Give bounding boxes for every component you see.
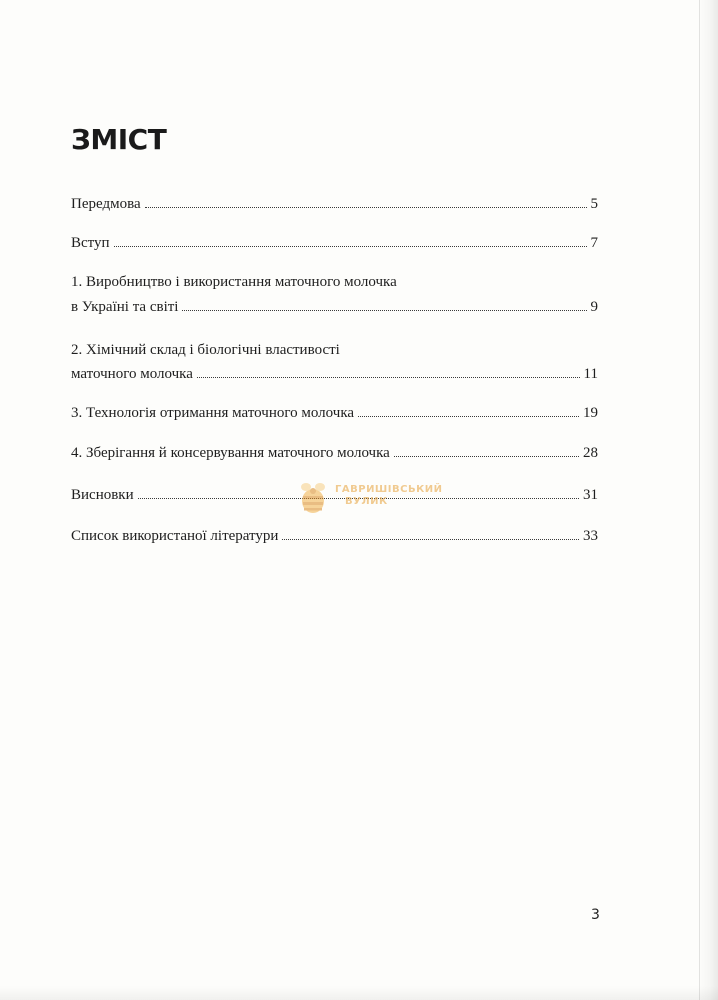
toc-entry-page: 33 — [583, 528, 598, 544]
toc-entry-chapter3[interactable] — [71, 403, 598, 423]
toc-entry-text: 4. Зберігання й консервування маточного молочка — [71, 445, 390, 461]
toc-leader-dots — [182, 310, 586, 311]
toc-entry-preface[interactable] — [71, 194, 598, 214]
toc-leader-dots — [394, 456, 579, 457]
toc-entry-introduction[interactable] — [71, 233, 598, 253]
page-edge-shadow — [698, 0, 718, 1000]
toc-entry-chapter1[interactable] — [71, 297, 598, 317]
toc-entry-chapter2-line1[interactable]: 2. Хімічний склад і біологічні властивості — [71, 342, 340, 358]
bee-icon — [295, 480, 331, 516]
toc-entry-text: Висновки — [71, 487, 134, 503]
watermark-logo — [295, 478, 443, 518]
toc-entry-page: 19 — [583, 405, 598, 421]
toc-entry-page: 5 — [590, 196, 598, 212]
toc-leader-dots — [114, 246, 587, 247]
page-bottom-shadow — [0, 986, 718, 1000]
toc-entry-text: Вступ — [71, 235, 110, 251]
toc-entry-chapter4[interactable] — [71, 443, 598, 463]
toc-entry-page: 9 — [590, 299, 598, 315]
toc-entry-page: 31 — [583, 487, 598, 503]
watermark-text: ГАВРИШІВСЬКИЙ ВУЛИК — [335, 484, 443, 507]
toc-leader-dots — [358, 416, 579, 417]
toc-entry-chapter1-line1[interactable]: 1. Виробництво і використання маточного молочка — [71, 274, 397, 290]
toc-entry-references[interactable] — [71, 526, 598, 546]
page-title: ЗМІСТ — [71, 123, 167, 156]
toc-entry-page: 11 — [583, 366, 598, 382]
toc-entry-text: Передмова — [71, 196, 141, 212]
toc-leader-dots — [197, 377, 580, 378]
toc-leader-dots — [282, 539, 579, 540]
toc-entry-text: Список використаної літератури — [71, 528, 279, 544]
toc-entry-chapter2[interactable] — [71, 364, 598, 384]
toc-entry-text: 3. Технологія отримання маточного молочка — [71, 405, 355, 421]
toc-entry-text: маточного молочка — [71, 366, 193, 382]
toc-entry-page: 28 — [583, 445, 598, 461]
toc-leader-dots — [145, 207, 587, 208]
page-number: 3 — [591, 907, 600, 923]
page-edge-line — [699, 0, 700, 1000]
toc-entry-text: в Україні та світі — [71, 299, 179, 315]
toc-entry-page: 7 — [590, 235, 598, 251]
